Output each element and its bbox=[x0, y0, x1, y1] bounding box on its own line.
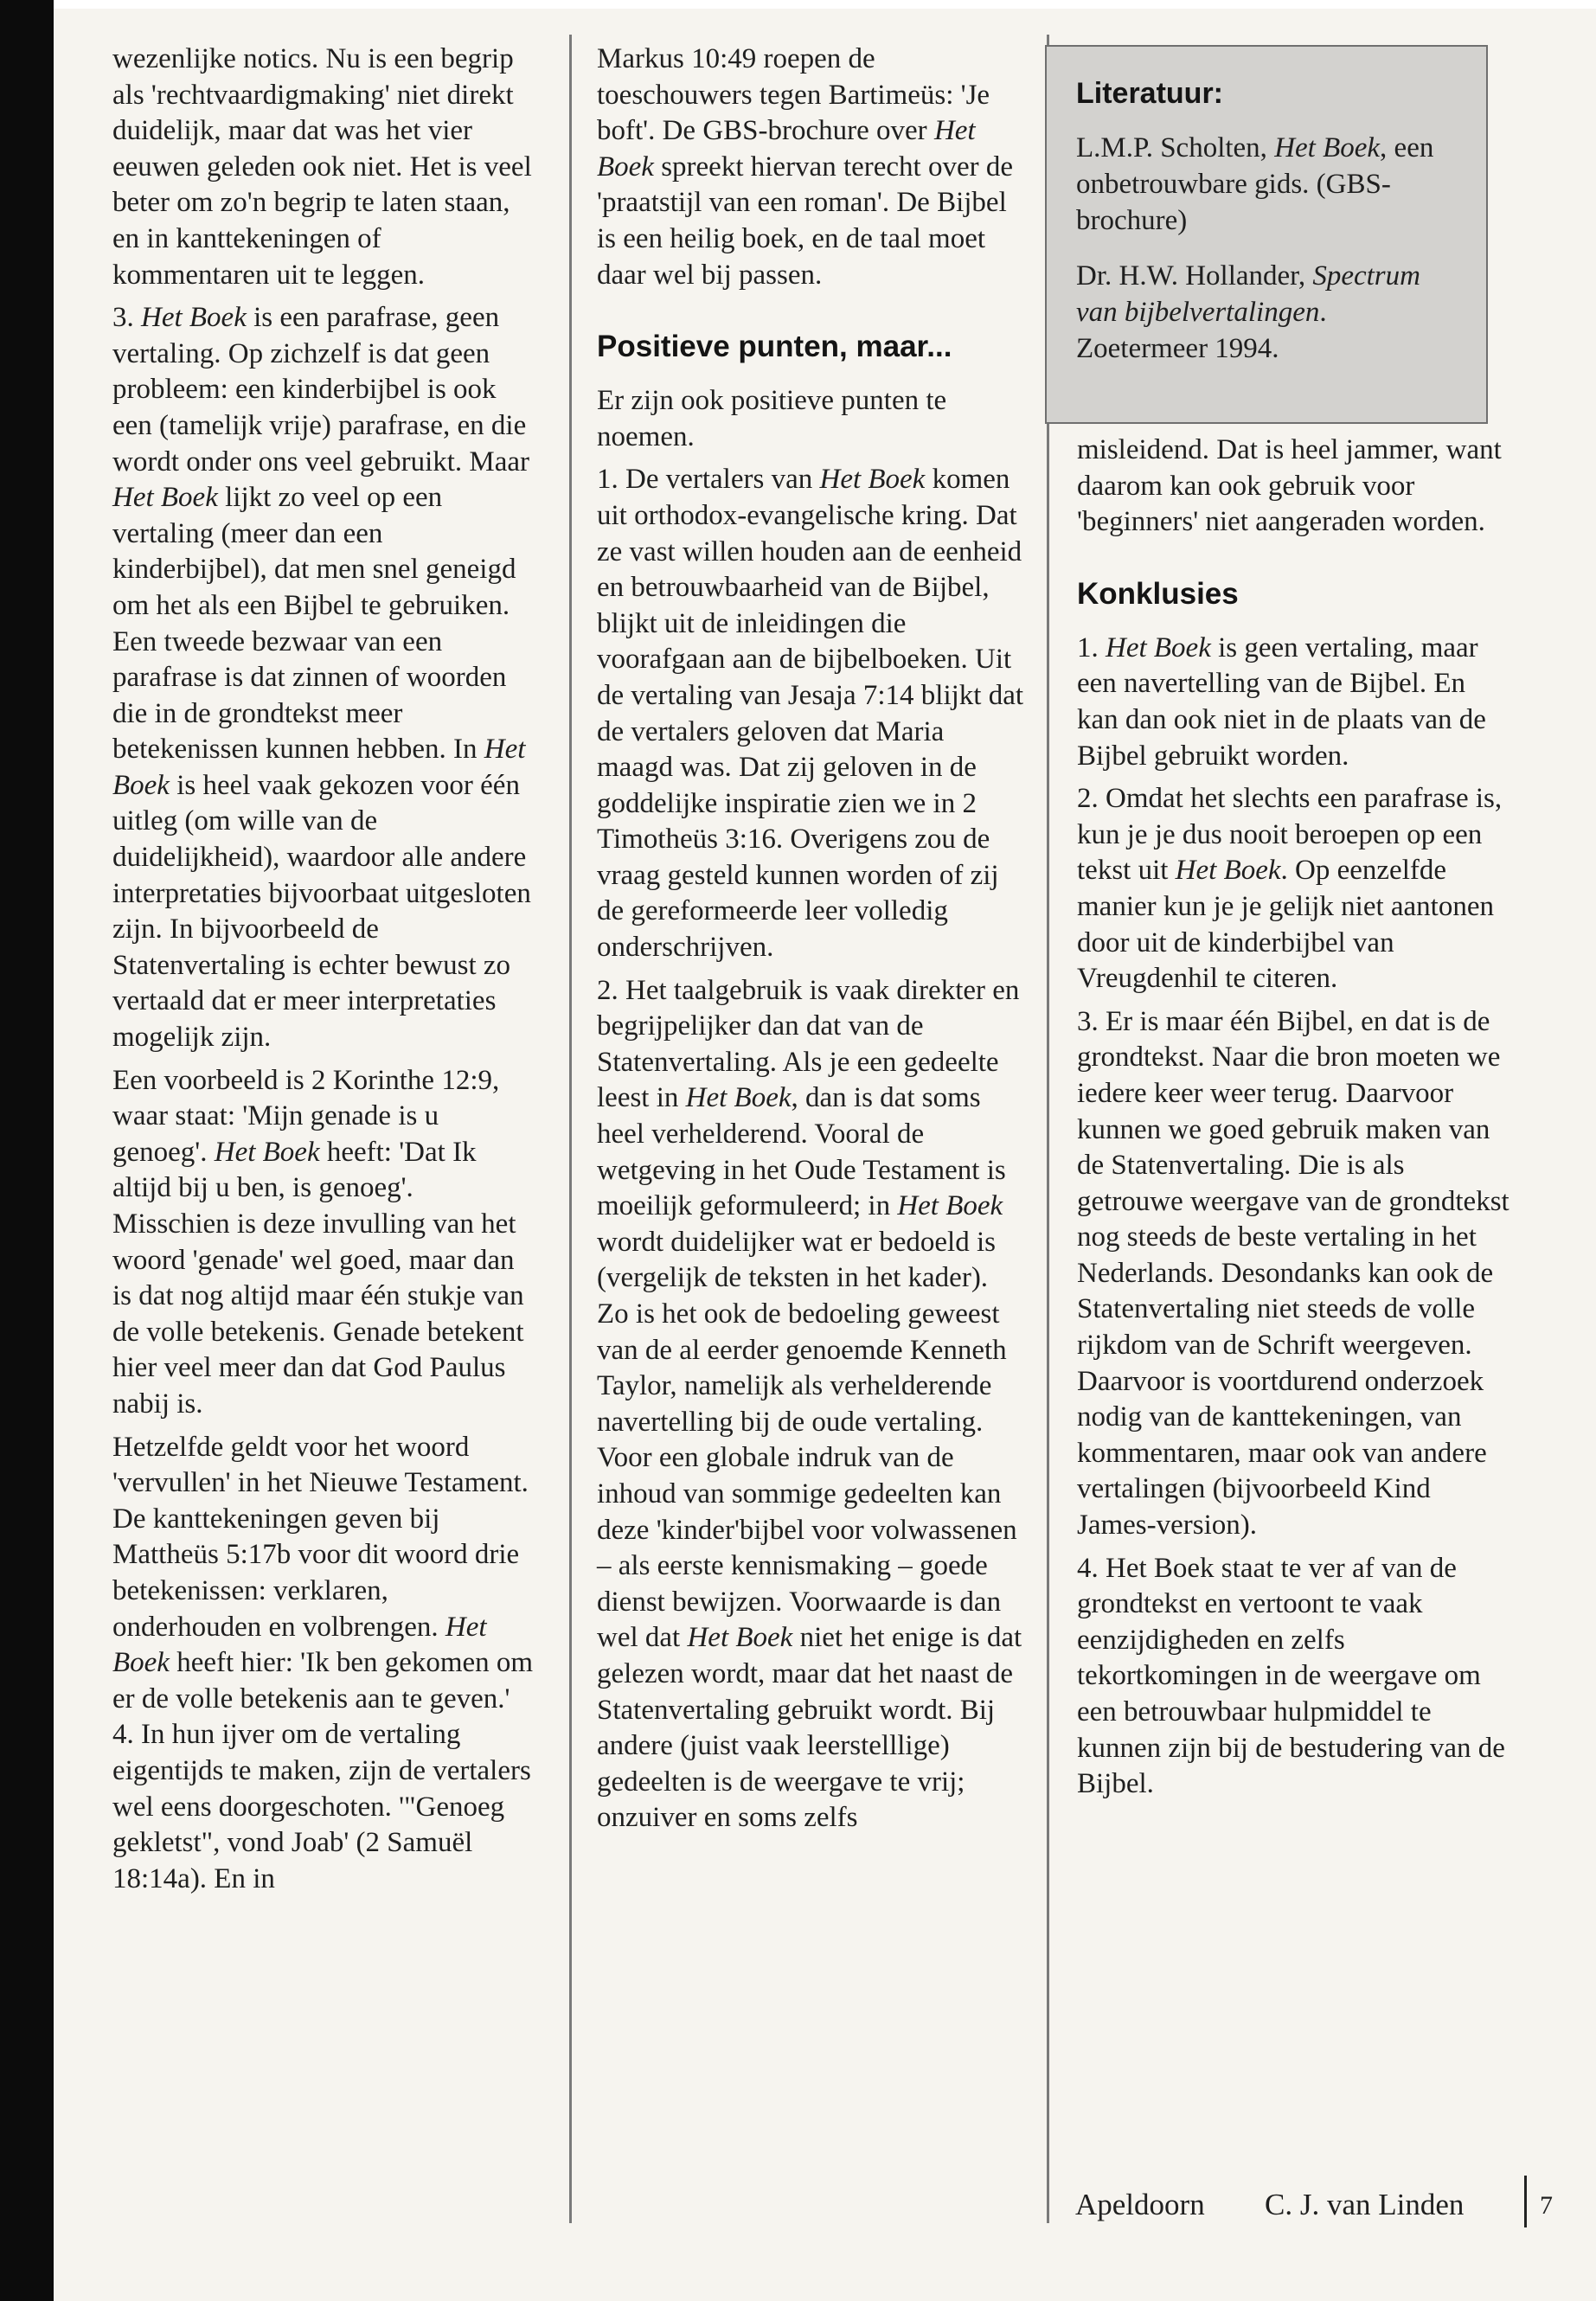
title-emphasis: Het Boek bbox=[112, 1611, 487, 1679]
title-emphasis: Het Boek bbox=[141, 302, 247, 334]
paragraph: 2. Omdat het slechts een parafrase is, kun je je dus nooit beroepen op een tekst uit Het Boek. Op eenzelfde manier kun je je gelijk niet aantonen door uit de kinderbijbel van Vreugdenhil te citeren. bbox=[1077, 783, 1503, 995]
literature-box bbox=[1045, 45, 1488, 424]
title-emphasis: Spectrum van bijbelvertalingen bbox=[1076, 260, 1420, 328]
paragraph: Een voorbeeld is 2 Korinthe 12:9, waar staat: 'Mijn genade is u genoeg'. Het Boek heeft: 'Dat Ik altijd bij u ben, is genoeg'. Misschien is deze invulling van het woord 'genade' wel goed, maar dan is dat nog altijd maar één stukje van de volle betekenis. Genade betekent hier veel meer dan dat God Paulus nabij is. bbox=[112, 1064, 524, 1420]
heading-positive-points: Positieve punten, maar... bbox=[597, 330, 952, 364]
title-emphasis: Het Boek bbox=[597, 115, 976, 183]
footer-place: Apeldoorn bbox=[1075, 2188, 1205, 2221]
paragraph: Dr. H.W. Hollander, Spectrum van bijbelvertalingen. Zoetermeer 1994. bbox=[1076, 260, 1420, 364]
literature-title: Literatuur: bbox=[1076, 77, 1223, 110]
literature-entries bbox=[1076, 130, 1460, 367]
title-emphasis: Het Boek bbox=[1106, 631, 1211, 663]
title-emphasis: Het Boek bbox=[214, 1136, 320, 1168]
column-3-body bbox=[1077, 631, 1509, 1803]
heading-conclusions: Konklusies bbox=[1077, 576, 1239, 611]
title-emphasis: Het Boek bbox=[1175, 855, 1281, 887]
column-2-intro bbox=[597, 42, 1025, 293]
title-emphasis: Het Boek bbox=[819, 464, 926, 496]
title-emphasis: Het Boek bbox=[897, 1190, 1003, 1222]
page-number: 7 bbox=[1540, 2191, 1553, 2220]
paragraph: 4. Het Boek staat te ver af van de grondtekst en vertoont te vaak eenzijdigheden en zelfs tekortkomingen in de weergave om een betrouwbaar hulpmiddel te kunnen zijn bij de bestudering van de Bijbel. bbox=[1077, 1552, 1505, 1800]
paragraph: 3. Het Boek is een parafrase, geen vertaling. Op zichzelf is dat geen probleem: een kinderbijbel is ook een (tamelijk vrije) parafrase, en die wordt onder ons veel gebruikt. Maar Het Boek lijkt zo veel op een vertaling (meer dan een kinderbijbel), dat men snel geneigd om het als een Bijbel te gebruiken. Een tweede bezwaar van een parafrase is dat zinnen of woorden die in de grondtekst meer betekenissen kunnen hebben. In Het Boek is heel vaak gekozen voor één uitleg (om wille van de duidelijkheid), waardoor alle andere interpretaties bijvoorbaat uitgesloten zijn. In bijvoorbeeld de Statenvertaling is echter bewust zo vertaald dat er meer interpretaties mogelijk zijn. bbox=[112, 302, 531, 1054]
column-2-body bbox=[597, 383, 1025, 1836]
paragraph: L.M.P. Scholten, Het Boek, een onbetrouwbare gids. (GBS-brochure) bbox=[1076, 132, 1434, 236]
column-2 bbox=[597, 42, 1025, 1836]
paragraph: misleidend. Dat is heel jammer, want daarom kan ook gebruik voor 'beginners' niet aangeraden worden. bbox=[1077, 434, 1502, 538]
paragraph: 2. Het taalgebruik is vaak direkter en begrijpelijker dan dat van de Statenvertaling. Als je een gedeelte leest in Het Boek, dan is dat soms heel verhelderend. Vooral de wetgeving in het Oude Testament is moeilijk geformuleerd; in Het Boek wordt duidelijker wat er bedoeld is (vergelijk de teksten in het kader). Zo is het ook de bedoeling geweest van de al eerder genoemde Kenneth Taylor, namelijk als verhelderende navertelling bij de oude vertaling. Voor een globale indruk van de inhoud van sommige gedeelten kan deze 'kinder'bijbel voor volwassenen – als eerste kennismaking – goede dienst bewijzen. Voorwaarde is dan wel dat Het Boek niet het enige is dat gelezen wordt, maar dat het naast de Statenvertaling gebruikt wordt. Bij andere (juist vaak leerstelllige) gedeelten is de weergave te vrij; onzuiver en soms zelfs bbox=[597, 974, 1022, 1834]
paragraph: Markus 10:49 roepen de toeschouwers tegen Bartimeüs: 'Je boft'. De GBS-brochure over Het Boek spreekt hiervan terecht over de 'praatstijl van een roman'. De Bijbel is een heilig boek, en de taal moet daar wel bij passen. bbox=[597, 43, 1013, 291]
page-edge-shadow bbox=[0, 0, 54, 2301]
page-number-rule bbox=[1524, 2176, 1527, 2227]
footer-author: C. J. van Linden bbox=[1265, 2188, 1465, 2221]
paragraph: Hetzelfde geldt voor het woord 'vervullen' in het Nieuwe Testament. De kanttekeningen geven bij Mattheüs 5:17b voor dit woord drie betekenissen: verklaren, onderhouden en volbrengen. Het Boek heeft hier: 'Ik ben gekomen om er de volle betekenis aan te geven.' 4. In hun ijver om de vertaling eigentijds te maken, zijn de vertalers wel eens doorgeschoten. '"Genoeg gekletst", vond Joab' (2 Samuël 18:14a). En in bbox=[112, 1431, 534, 1894]
column-1 bbox=[112, 42, 536, 1897]
paragraph: 1. Het Boek is geen vertaling, maar een navertelling van de Bijbel. En kan dan ook niet in de plaats van de Bijbel gebruikt worden. bbox=[1077, 631, 1486, 772]
column-divider bbox=[569, 35, 572, 2223]
title-emphasis: Het Boek bbox=[685, 1082, 792, 1114]
column-3-intro bbox=[1077, 433, 1509, 541]
paragraph: Er zijn ook positieve punten te noemen. bbox=[597, 385, 947, 452]
title-emphasis: Het Boek bbox=[687, 1622, 793, 1654]
title-emphasis: Het Boek bbox=[112, 482, 218, 514]
title-emphasis: Het Boek bbox=[1274, 132, 1381, 163]
column-3 bbox=[1077, 433, 1509, 1803]
top-margin bbox=[0, 0, 1596, 9]
title-emphasis: Het Boek bbox=[112, 734, 526, 801]
paragraph: 3. Er is maar één Bijbel, en dat is de grondtekst. Naar die bron moeten we iedere keer weer terug. Daarvoor kunnen we goed gebruik maken van de Statenvertaling. Die is als getrouwe weergave van de grondtekst nog steeds de beste vertaling in het Nederlands. Desondanks kan ook de Statenvertaling niet steeds de volle rijkdom van de Schrift weergeven. Daarvoor is voortdurend onderzoek nodig van de kanttekeningen, van kommentaren, maar ook van andere vertalingen (bijvoorbeeld Kind James-version). bbox=[1077, 1005, 1509, 1541]
paragraph: wezenlijke notics. Nu is een begrip als 'rechtvaardigmaking' niet direkt duidelijk, maar dat was het vier eeuwen geleden ook niet. Het is veel beter om zo'n begrip te laten staan, en in kanttekeningen of kommentaren uit te leggen. bbox=[112, 43, 532, 291]
paragraph: 1. De vertalers van Het Boek komen uit orthodox-evangelische kring. Dat ze vast willen houden aan de eenheid en betrouwbaarheid van de Bijbel, blijkt uit de inleidingen die voorafgaan aan de bijbelboeken. Uit de vertaling van Jesaja 7:14 blijkt dat de vertalers geloven dat Maria maagd was. Dat zij geloven in de goddelijke inspiratie zien we in 2 Timotheüs 3:16. Overigens zou de vraag gesteld kunnen worden of zij de gereformeerde leer volledig onderschrijven. bbox=[597, 464, 1024, 964]
